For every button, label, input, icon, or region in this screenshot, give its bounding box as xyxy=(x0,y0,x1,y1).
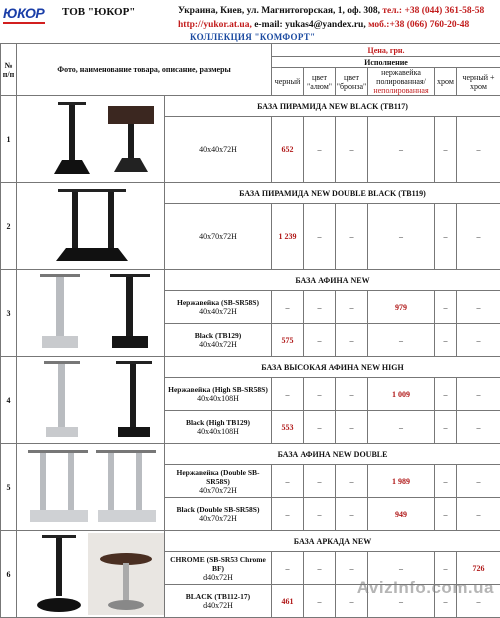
price-cell: 652 xyxy=(272,117,304,183)
price-cell: – xyxy=(304,585,336,618)
col-chrome: хром xyxy=(435,68,457,96)
variant-name: Black (TB129) xyxy=(195,331,241,340)
product-title-row xyxy=(1,357,500,378)
variant-size: 40x40x72H xyxy=(199,145,237,154)
row-number: 1 xyxy=(1,96,17,183)
row-number: 4 xyxy=(1,357,17,444)
price-cell: – xyxy=(457,411,500,444)
price-cell: – xyxy=(336,204,368,270)
price-cell: – xyxy=(457,378,500,411)
contact-line xyxy=(178,20,469,30)
price-cell: – xyxy=(435,291,457,324)
variant-name: Black (Double SB-SR58S) xyxy=(177,505,260,514)
variant-size: 40x40x108H xyxy=(197,394,239,403)
product-title: БАЗА АРКАДА NEW xyxy=(165,531,500,552)
price-cell: – xyxy=(272,552,304,585)
price-cell: – xyxy=(304,291,336,324)
col-alum: цвет "алюм" xyxy=(304,68,336,96)
company-logo: ЮКОР xyxy=(3,5,45,24)
variant-size: 40x70x72H xyxy=(199,486,237,495)
variant-name: Black (High TB129) xyxy=(186,418,250,427)
product-title-row xyxy=(1,444,500,465)
company-name: ТОВ "ЮКОР" xyxy=(62,6,135,18)
price-title: Цена, грн. xyxy=(272,44,500,57)
product-photo xyxy=(17,444,165,531)
product-title: БАЗА АФИНА NEW xyxy=(165,270,500,291)
row-number: 6 xyxy=(1,531,17,618)
price-cell: – xyxy=(304,378,336,411)
product-title-row xyxy=(1,183,500,204)
price-cell: – xyxy=(457,117,500,183)
row-number: 3 xyxy=(1,270,17,357)
product-variant xyxy=(165,378,272,411)
col-black-chrome: черный + хром xyxy=(457,68,500,96)
product-title: БАЗА АФИНА NEW DOUBLE xyxy=(165,444,500,465)
price-cell: – xyxy=(457,498,500,531)
product-variant xyxy=(165,117,272,183)
price-cell: – xyxy=(457,204,500,270)
variant-name: Нержавейка (High SB-SR58S) xyxy=(168,385,268,394)
price-cell: – xyxy=(435,324,457,357)
variant-size: 40x70x72H xyxy=(199,514,237,523)
price-cell: – xyxy=(435,411,457,444)
price-cell: – xyxy=(368,411,435,444)
price-cell: – xyxy=(336,585,368,618)
product-variant xyxy=(165,465,272,498)
price-cell: 553 xyxy=(272,411,304,444)
product-title: БАЗА ПИРАМИДА NEW BLACK (TB117) xyxy=(165,96,500,117)
variant-name: Нержавейка (SB-SR58S) xyxy=(177,298,259,307)
price-cell: – xyxy=(435,378,457,411)
price-cell: – xyxy=(304,552,336,585)
product-title-row xyxy=(1,531,500,552)
product-title: БАЗА ВЫСОКАЯ АФИНА NEW HIGH xyxy=(165,357,500,378)
row-number: 5 xyxy=(1,444,17,531)
price-cell: – xyxy=(336,324,368,357)
price-cell: – xyxy=(368,117,435,183)
variant-size: 40x40x72H xyxy=(199,340,237,349)
product-variant xyxy=(165,411,272,444)
price-cell: – xyxy=(304,465,336,498)
price-cell: – xyxy=(457,324,500,357)
variant-name: Нержавейка (Double SB-SR58S) xyxy=(176,468,259,486)
product-variant xyxy=(165,552,272,585)
price-cell: – xyxy=(336,291,368,324)
page-header xyxy=(0,0,500,44)
price-cell: – xyxy=(457,585,500,618)
price-cell: 979 xyxy=(368,291,435,324)
col-stainless: нержавейка полированная/ неполированная xyxy=(368,68,435,96)
product-variant xyxy=(165,324,272,357)
col-black: черный xyxy=(272,68,304,96)
price-cell: – xyxy=(435,585,457,618)
variant-size: 40x40x72H xyxy=(199,307,237,316)
product-variant xyxy=(165,585,272,618)
price-cell: – xyxy=(368,324,435,357)
price-cell: 575 xyxy=(272,324,304,357)
price-cell: – xyxy=(304,411,336,444)
variant-name: BLACK (TB112-17) xyxy=(186,592,250,601)
price-cell: – xyxy=(272,498,304,531)
price-cell: – xyxy=(368,204,435,270)
price-cell: – xyxy=(435,204,457,270)
phone-mobile: моб.:+38 (066) 760-20-48 xyxy=(368,20,469,30)
product-title-row xyxy=(1,96,500,117)
price-cell: 1 239 xyxy=(272,204,304,270)
col-number-header: № п/п xyxy=(1,44,17,96)
execution-header: Исполнение xyxy=(272,57,500,68)
price-cell: – xyxy=(304,117,336,183)
price-cell: 1 009 xyxy=(368,378,435,411)
col-photo-header: Фото, наименование товара, описание, размеры xyxy=(17,44,272,96)
product-title-row xyxy=(1,270,500,291)
price-cell: 949 xyxy=(368,498,435,531)
product-photo xyxy=(17,96,165,183)
price-cell: – xyxy=(368,552,435,585)
price-cell: – xyxy=(336,378,368,411)
price-cell: – xyxy=(457,291,500,324)
price-cell: – xyxy=(435,465,457,498)
product-photo xyxy=(17,531,165,618)
product-variant xyxy=(165,498,272,531)
price-cell: – xyxy=(272,465,304,498)
collection-title: КОЛЛЕКЦИЯ "КОМФОРТ" xyxy=(190,32,315,42)
site-link[interactable]: http://yukor.at.ua, xyxy=(178,20,252,30)
price-cell: – xyxy=(272,291,304,324)
variant-size: d40x72H xyxy=(203,573,233,582)
price-cell: – xyxy=(368,585,435,618)
price-cell: – xyxy=(304,204,336,270)
price-cell: – xyxy=(336,117,368,183)
variant-size: 40x70x72H xyxy=(199,232,237,241)
product-photo xyxy=(17,357,165,444)
price-cell: 461 xyxy=(272,585,304,618)
price-cell: 726 xyxy=(457,552,500,585)
price-cell: – xyxy=(336,498,368,531)
email-text[interactable]: e-mail: yukas4@yandex.ru, xyxy=(254,20,366,30)
row-number: 2 xyxy=(1,183,17,270)
price-cell: – xyxy=(435,498,457,531)
price-cell: 1 989 xyxy=(368,465,435,498)
price-cell: – xyxy=(336,411,368,444)
product-title: БАЗА ПИРАМИДА NEW DOUBLE BLACK (TB119) xyxy=(165,183,500,204)
variant-size: 40x40x108H xyxy=(197,427,239,436)
price-cell: – xyxy=(435,117,457,183)
price-cell: – xyxy=(304,498,336,531)
product-photo xyxy=(17,270,165,357)
price-cell: – xyxy=(272,378,304,411)
price-table xyxy=(0,43,500,618)
variant-name: CHROME (SB-SR53 Chrome BF) xyxy=(170,555,266,573)
phone-main: тел.: +38 (044) 361-58-58 xyxy=(382,6,484,16)
col-bronze: цвет "бронза" xyxy=(336,68,368,96)
price-cell: – xyxy=(336,552,368,585)
price-cell: – xyxy=(435,552,457,585)
price-cell: – xyxy=(304,324,336,357)
product-variant xyxy=(165,204,272,270)
price-cell: – xyxy=(457,465,500,498)
product-variant xyxy=(165,291,272,324)
price-cell: – xyxy=(336,465,368,498)
variant-size: d40x72H xyxy=(203,601,233,610)
product-photo xyxy=(17,183,165,270)
watermark: AvizInfo.com.ua xyxy=(357,578,494,598)
address-line: Украина, Киев, ул. Магнитогорская, 1, оф. 308, тел.: +38 (044) 361-58-58 xyxy=(178,6,484,16)
